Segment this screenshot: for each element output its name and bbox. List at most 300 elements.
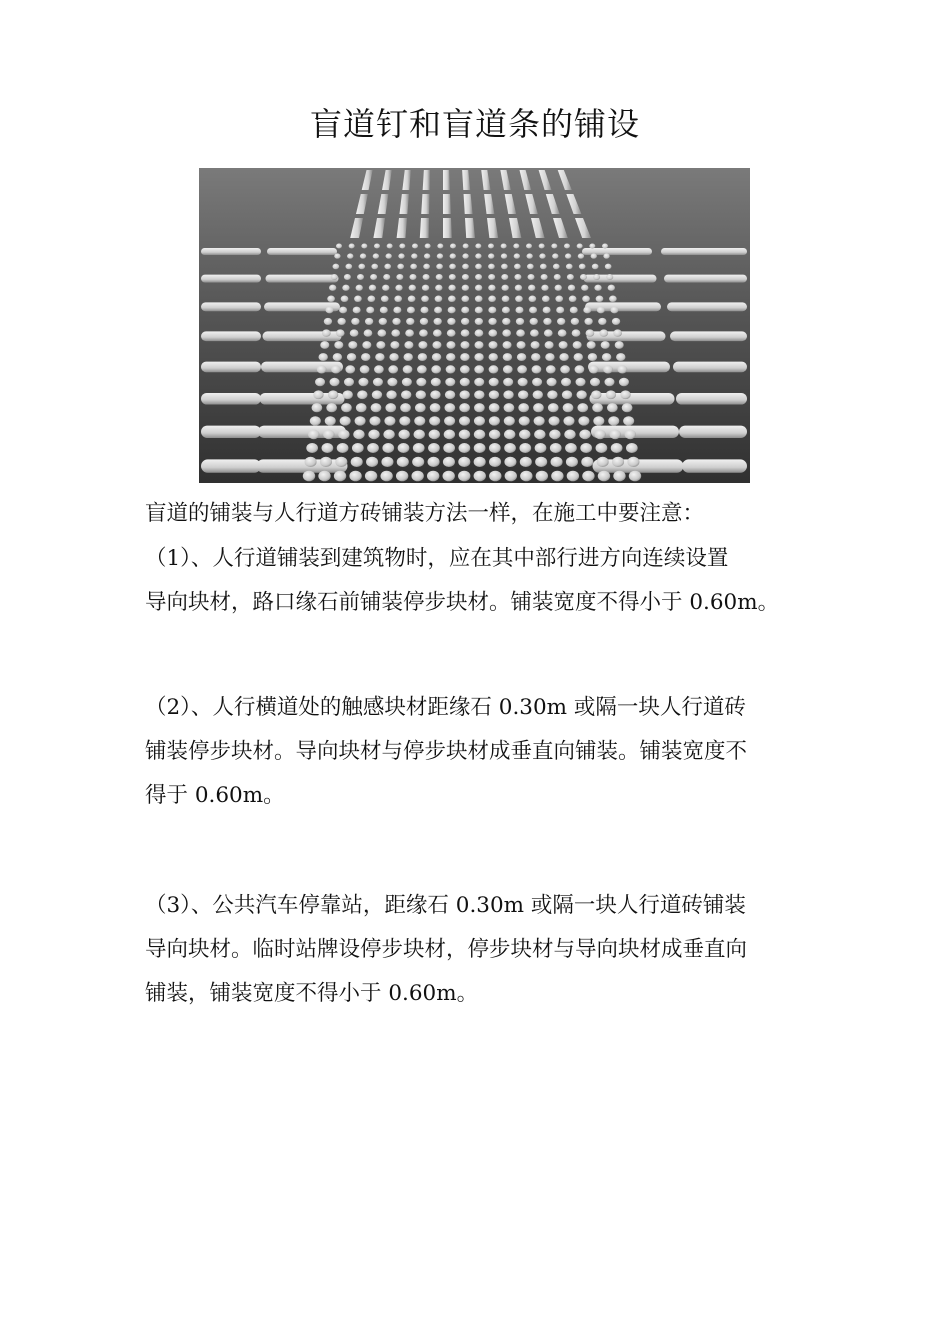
warning-dot — [608, 285, 615, 291]
guide-bar — [201, 459, 261, 472]
warning-dot — [559, 341, 568, 349]
warning-dot — [417, 365, 427, 373]
warning-dot — [474, 403, 485, 412]
warning-dot — [387, 378, 397, 387]
warning-dot — [412, 243, 418, 248]
warning-dot — [581, 457, 593, 467]
warning-dot — [554, 274, 561, 280]
warning-dot — [625, 430, 636, 440]
warning-dot — [409, 274, 416, 280]
warning-dot — [597, 457, 609, 467]
warning-dot — [425, 243, 431, 248]
warning-dot — [366, 457, 378, 467]
warning-dot — [449, 274, 456, 280]
warning-dot — [529, 296, 537, 303]
intro-paragraph: 盲道的铺装与人行道方砖铺装方法一样，在施工中要注意： — [145, 501, 705, 526]
warning-dot — [474, 353, 483, 361]
warning-dot — [459, 416, 470, 425]
warning-dot — [369, 285, 376, 291]
warning-dot — [474, 390, 484, 399]
warning-dot — [387, 243, 393, 248]
warning-dot — [582, 296, 590, 303]
warning-dot — [353, 430, 364, 440]
warning-dot — [558, 329, 567, 336]
warning-dot — [531, 341, 540, 349]
warning-dot — [488, 264, 495, 270]
warning-dot — [577, 243, 583, 248]
warning-dot — [564, 430, 575, 440]
warning-dot — [460, 341, 469, 349]
warning-dot — [609, 430, 620, 440]
warning-dot — [551, 457, 563, 467]
warning-dot — [627, 457, 639, 467]
warning-dot — [444, 416, 455, 425]
warning-dot — [502, 329, 511, 336]
warning-dot — [459, 430, 470, 440]
warning-dot — [587, 341, 596, 349]
warning-dot — [529, 307, 537, 314]
warning-dot — [489, 403, 500, 412]
warning-dot — [365, 318, 373, 325]
warning-dot — [341, 403, 352, 412]
warning-dot — [384, 416, 395, 425]
item-2-line-3: 得于 0.60m。 — [145, 783, 285, 808]
warning-dot — [334, 471, 346, 482]
warning-dot — [541, 285, 548, 291]
warning-dot — [475, 253, 481, 258]
warning-dot — [514, 274, 521, 280]
warning-dot — [545, 353, 554, 361]
warning-dot — [345, 264, 352, 270]
warning-dot — [591, 253, 597, 258]
warning-dot — [436, 264, 443, 270]
warning-dot — [393, 307, 401, 314]
warning-dot — [415, 403, 426, 412]
warning-dot — [593, 274, 600, 280]
warning-dot — [488, 274, 495, 280]
warning-dot — [566, 264, 573, 270]
warning-dot — [570, 307, 578, 314]
warning-dot — [516, 318, 524, 325]
warning-dot — [568, 285, 575, 291]
warning-dot — [534, 416, 545, 425]
warning-dot — [599, 329, 608, 336]
warning-dot — [446, 365, 456, 373]
warning-dot — [420, 318, 428, 325]
warning-dot — [397, 264, 404, 270]
warning-dot — [460, 365, 470, 373]
warning-dot — [501, 243, 507, 248]
warning-dot — [357, 390, 367, 399]
warning-dot — [436, 274, 443, 280]
warning-dot — [461, 329, 470, 336]
warning-dot — [328, 390, 338, 399]
warning-dot — [348, 341, 357, 349]
warning-dot — [463, 243, 469, 248]
warning-dot — [379, 318, 387, 325]
warning-dot — [313, 390, 323, 399]
warning-dot — [411, 253, 417, 258]
warning-dot — [347, 253, 353, 258]
warning-dot — [448, 307, 456, 314]
warning-dot — [351, 318, 359, 325]
warning-dot — [319, 353, 328, 361]
guide-bar — [443, 218, 452, 238]
warning-dot — [569, 296, 577, 303]
warning-dot — [572, 329, 581, 336]
guide-bar — [673, 362, 747, 373]
guide-bar — [679, 426, 747, 438]
warning-dot — [406, 318, 414, 325]
warning-dot — [539, 243, 545, 248]
warning-dot — [528, 274, 535, 280]
warning-dot — [429, 430, 440, 440]
warning-dot — [395, 285, 402, 291]
warning-dot — [604, 378, 614, 387]
warning-dot — [435, 285, 442, 291]
warning-dot — [535, 443, 547, 453]
warning-dot — [420, 307, 428, 314]
warning-dot — [581, 285, 588, 291]
warning-dot — [402, 378, 412, 387]
warning-dot — [605, 264, 612, 270]
warning-dot — [513, 243, 519, 248]
warning-dot — [331, 365, 341, 373]
warning-dot — [557, 318, 565, 325]
warning-dot — [373, 378, 383, 387]
guide-bar — [670, 331, 747, 341]
warning-dot — [542, 296, 550, 303]
warning-dot — [432, 341, 441, 349]
warning-dot — [502, 307, 510, 314]
warning-dot — [428, 443, 440, 453]
warning-dot — [322, 329, 331, 336]
warning-dot — [551, 471, 563, 482]
warning-dot — [588, 353, 597, 361]
warning-dot — [489, 365, 499, 373]
warning-dot — [333, 264, 340, 270]
warning-dot — [398, 253, 404, 258]
warning-dot — [416, 378, 426, 387]
warning-dot — [458, 471, 470, 482]
guide-bar — [664, 275, 747, 283]
warning-dot — [412, 457, 424, 467]
warning-dot — [616, 353, 625, 361]
warning-dot — [594, 430, 605, 440]
warning-dot — [488, 307, 496, 314]
warning-dot — [423, 274, 430, 280]
warning-dot — [567, 471, 579, 482]
warning-dot — [593, 416, 604, 425]
guide-bar — [261, 362, 343, 373]
warning-dot — [434, 318, 442, 325]
warning-dot — [443, 457, 455, 467]
warning-dot — [594, 285, 601, 291]
warning-dot — [341, 296, 349, 303]
warning-dot — [368, 296, 376, 303]
warning-dot — [501, 264, 508, 270]
warning-dot — [544, 329, 553, 336]
warning-dot — [358, 378, 368, 387]
warning-dot — [358, 264, 365, 270]
guide-bar — [585, 302, 661, 311]
item-2-line-2: 铺装停步块材。导向块材与停步块材成垂直向铺装。铺装宽度不 — [145, 739, 748, 764]
warning-dot — [503, 353, 512, 361]
warning-dot — [427, 471, 439, 482]
warning-dot — [312, 403, 323, 412]
warning-dot — [351, 457, 363, 467]
warning-dot — [462, 285, 469, 291]
tactile-paving-photo — [199, 168, 750, 483]
warning-dot — [459, 443, 471, 453]
warning-dot — [437, 243, 443, 248]
warning-dot — [474, 443, 486, 453]
guide-bar — [587, 331, 666, 341]
item-3-line-3: 铺装，铺装宽度不得小于 0.60m。 — [145, 981, 479, 1006]
warning-dot — [530, 329, 539, 336]
warning-dot — [488, 296, 496, 303]
warning-dot — [608, 416, 619, 425]
warning-dot — [576, 378, 586, 387]
warning-dot — [555, 285, 562, 291]
warning-dot — [590, 378, 600, 387]
warning-dot — [610, 307, 618, 314]
warning-dot — [418, 341, 427, 349]
warning-dot — [565, 443, 577, 453]
warning-dot — [612, 457, 624, 467]
guide-bar — [667, 302, 747, 311]
warning-dot — [514, 264, 521, 270]
warning-dot — [560, 365, 570, 373]
guide-bar — [588, 362, 670, 373]
warning-dot — [382, 443, 394, 453]
warning-dot — [612, 318, 620, 325]
warning-dot — [602, 353, 611, 361]
warning-dot — [556, 307, 564, 314]
warning-dot — [541, 274, 548, 280]
warning-dot — [337, 318, 345, 325]
warning-dot — [488, 253, 494, 258]
warning-dot — [382, 285, 389, 291]
guide-bar — [201, 393, 261, 405]
warning-dot — [431, 365, 441, 373]
warning-dot — [385, 403, 396, 412]
warning-dot — [421, 296, 429, 303]
item-1 — [145, 537, 810, 625]
warning-dot — [548, 403, 559, 412]
warning-dot — [350, 329, 359, 336]
warning-dot — [334, 253, 340, 258]
warning-dot — [533, 403, 544, 412]
warning-dot — [399, 416, 410, 425]
warning-dot — [501, 274, 508, 280]
warning-dot — [504, 430, 515, 440]
warning-dot — [475, 274, 482, 280]
warning-dot — [579, 430, 590, 440]
warning-dot — [533, 390, 543, 399]
warning-dot — [410, 264, 417, 270]
warning-dot — [501, 253, 507, 258]
warning-dot — [547, 378, 557, 387]
warning-dot — [564, 243, 570, 248]
warning-dot — [488, 285, 495, 291]
warning-dot — [446, 341, 455, 349]
warning-dot — [337, 443, 349, 453]
warning-dot — [520, 457, 532, 467]
warning-dot — [389, 353, 398, 361]
warning-dot — [489, 390, 499, 399]
warning-dot — [535, 457, 547, 467]
warning-dot — [586, 329, 595, 336]
warning-dot — [565, 253, 571, 258]
warning-dot — [622, 403, 633, 412]
warning-dot — [504, 416, 515, 425]
warning-dot — [596, 443, 608, 453]
warning-dot — [574, 353, 583, 361]
warning-dot — [502, 318, 510, 325]
warning-dot — [428, 457, 440, 467]
warning-dot — [413, 443, 425, 453]
warning-dot — [392, 318, 400, 325]
warning-dot — [536, 471, 548, 482]
item-3-line-1: （3）、公共汽车停靠站，距缘石 0.30m 或隔一块人行道砖铺装 — [145, 893, 746, 918]
warning-dot — [446, 353, 455, 361]
guide-bar — [267, 248, 337, 255]
warning-dot — [461, 318, 469, 325]
warning-dot — [462, 264, 469, 270]
warning-dot — [462, 274, 469, 280]
warning-dot — [329, 285, 336, 291]
warning-dot — [607, 403, 618, 412]
warning-dot — [383, 274, 390, 280]
warning-dot — [579, 264, 586, 270]
warning-dot — [353, 307, 361, 314]
warning-dot — [555, 296, 563, 303]
warning-dot — [578, 416, 589, 425]
warning-dot — [403, 365, 413, 373]
warning-dot — [374, 243, 380, 248]
warning-dot — [373, 253, 379, 258]
warning-dot — [475, 307, 483, 314]
guide-bar — [590, 393, 675, 405]
warning-dot — [474, 416, 485, 425]
warning-dot — [474, 471, 486, 482]
warning-dot — [584, 318, 592, 325]
warning-dot — [609, 296, 617, 303]
item-1-line-2: 导向块材，路口缘石前铺装停步块材。铺装宽度不得小于 0.60m。 — [145, 590, 780, 615]
warning-dot — [546, 365, 556, 373]
warning-dot — [575, 365, 585, 373]
warning-dot — [489, 353, 498, 361]
item-2-line-1: （2）、人行横道处的触感块材距缘石 0.30m 或隔一块人行道砖 — [145, 695, 746, 720]
warning-dot — [331, 274, 338, 280]
warning-dot — [383, 430, 394, 440]
warning-dot — [461, 307, 469, 314]
warning-dot — [475, 285, 482, 291]
warning-dot — [377, 329, 386, 336]
warning-dot — [488, 243, 494, 248]
guide-bar — [201, 362, 261, 373]
warning-dot — [566, 457, 578, 467]
warning-dot — [397, 457, 409, 467]
warning-dot — [502, 296, 510, 303]
warning-dot — [503, 390, 513, 399]
warning-dot — [327, 296, 335, 303]
guide-bar — [443, 194, 451, 214]
warning-dot — [592, 403, 603, 412]
warning-dot — [371, 264, 378, 270]
warning-dot — [618, 365, 628, 373]
warning-dot — [540, 264, 547, 270]
warning-dot — [322, 443, 334, 453]
warning-dot — [527, 264, 534, 270]
guide-bar — [201, 426, 261, 438]
warning-dot — [598, 471, 610, 482]
guide-bar — [201, 275, 261, 283]
warning-dot — [515, 307, 523, 314]
warning-dot — [545, 341, 554, 349]
warning-dot — [532, 365, 542, 373]
warning-dot — [577, 403, 588, 412]
warning-dot — [360, 253, 366, 258]
warning-dot — [330, 378, 340, 387]
warning-dot — [431, 378, 441, 387]
item-3 — [145, 884, 810, 1016]
warning-dot — [375, 353, 384, 361]
warning-dot — [613, 471, 625, 482]
warning-dot — [444, 430, 455, 440]
warning-dot — [335, 457, 347, 467]
warning-dot — [381, 296, 389, 303]
warning-dot — [583, 307, 591, 314]
warning-dot — [450, 253, 456, 258]
warning-dot — [489, 430, 500, 440]
warning-dot — [306, 443, 318, 453]
warning-dot — [603, 253, 609, 258]
guide-bar — [421, 194, 429, 214]
warning-dot — [549, 416, 560, 425]
warning-dot — [368, 430, 379, 440]
warning-dot — [400, 403, 411, 412]
warning-dot — [390, 341, 399, 349]
warning-dot — [475, 264, 482, 270]
warning-dot — [414, 416, 425, 425]
warning-dot — [515, 296, 523, 303]
warning-dot — [623, 416, 634, 425]
warning-dot — [419, 329, 428, 336]
warning-dot — [573, 341, 582, 349]
warning-dot — [409, 285, 416, 291]
warning-dot — [603, 365, 613, 373]
warning-dot — [325, 416, 336, 425]
warning-dot — [339, 307, 347, 314]
guide-bar — [423, 170, 430, 190]
warning-dot — [303, 471, 315, 482]
warning-dot — [503, 365, 513, 373]
warning-dot — [474, 430, 485, 440]
warning-dot — [489, 378, 499, 387]
warning-dot — [318, 471, 330, 482]
warning-dot — [620, 390, 630, 399]
warning-dot — [429, 416, 440, 425]
warning-dot — [562, 390, 572, 399]
warning-dot — [398, 430, 409, 440]
warning-dot — [376, 341, 385, 349]
warning-dot — [596, 296, 604, 303]
guide-bar — [420, 218, 429, 238]
warning-dot — [448, 285, 455, 291]
warning-dot — [553, 264, 560, 270]
